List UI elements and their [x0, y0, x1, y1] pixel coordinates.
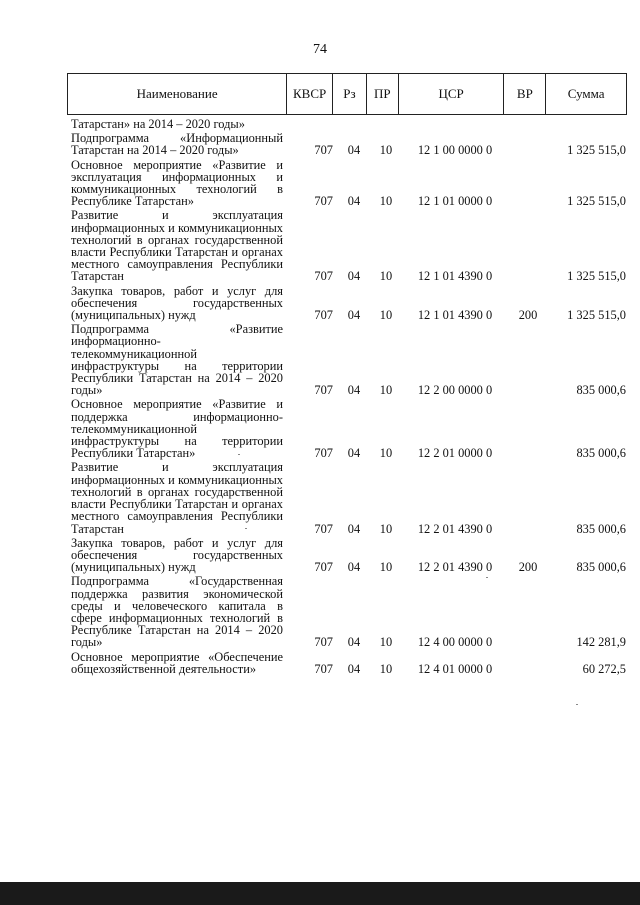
row-pr: 10 — [379, 194, 393, 209]
row-sum: 1 325 515,0 — [567, 194, 626, 209]
row-name: Основное мероприятие «Развитие и поддержка информационно-телекоммуникационной инфраструктуры на территории Республики Татарстан» — [71, 397, 283, 461]
row-name: Татарстан» на 2014 – 2020 годы» — [71, 117, 245, 131]
row-sum: 1 325 515,0 — [567, 269, 626, 284]
row-pr: 10 — [379, 521, 393, 536]
row-sum: 835 000,6 — [576, 446, 626, 461]
header-sum: Сумма — [567, 86, 605, 101]
row-sum: 835 000,6 — [576, 383, 626, 398]
row-name: Подпрограмма «Государственная поддержка развития экономической среды и человеческого капитала в сфере информационных технологий в Республике Татарстан на 2014 – 2020 годы» — [71, 574, 283, 650]
row-csr: 12 2 01 4390 0 — [417, 521, 493, 536]
row-rz: 04 — [347, 661, 361, 676]
row-sum: 835 000,6 — [576, 521, 626, 536]
page-number: 74 — [313, 42, 327, 57]
table-row — [71, 323, 626, 396]
row-pr: 10 — [379, 635, 393, 650]
table-row — [71, 118, 626, 130]
row-sum: 1 325 515,0 — [567, 143, 626, 158]
row-rz: 04 — [347, 194, 361, 209]
scan-speck — [238, 454, 240, 455]
table-row — [71, 651, 626, 675]
row-kvsr: 707 — [314, 635, 333, 650]
table-row — [71, 285, 626, 322]
header-pr: ПР — [367, 74, 399, 114]
row-kvsr: 707 — [314, 269, 333, 284]
row-kvsr: 707 — [314, 308, 333, 323]
row-sum: 60 272,5 — [582, 661, 626, 676]
row-kvsr: 707 — [314, 194, 333, 209]
row-name: Развитие и эксплуатация информационных и коммуникационных технологий в органах государственной власти Республики Татарстан и органах местного самоуправления Республики Татарстан — [71, 460, 283, 536]
row-kvsr: 707 — [314, 560, 333, 575]
row-csr: 12 2 01 0000 0 — [417, 446, 493, 461]
row-rz: 04 — [347, 560, 361, 575]
row-csr: 12 1 00 0000 0 — [417, 143, 493, 158]
scan-speck — [576, 704, 578, 705]
row-csr: 12 1 01 4390 0 — [417, 308, 493, 323]
row-name: Подпрограмма «Развитие информационно-телекоммуникационной инфраструктуры на территории Республики Татарстан на 2014 – 2020 годы» — [71, 322, 283, 398]
row-rz: 04 — [347, 143, 361, 158]
scan-speck — [245, 528, 247, 529]
header-rz: Рз — [333, 74, 367, 114]
row-csr: 12 4 00 0000 0 — [417, 635, 493, 650]
row-kvsr: 707 — [314, 661, 333, 676]
row-name: Закупка товаров, работ и услуг для обеспечения государственных (муниципальных) нужд — [71, 283, 283, 323]
row-pr: 10 — [379, 661, 393, 676]
budget-table-body — [71, 118, 626, 677]
row-csr: 12 2 00 0000 0 — [417, 383, 493, 398]
row-name: Основное мероприятие «Развитие и эксплуатация информационных и коммуникационных технологий в Республике Татарстан» — [71, 157, 283, 209]
row-sum: 835 000,6 — [576, 560, 626, 575]
table-row — [71, 159, 626, 208]
row-rz: 04 — [347, 383, 361, 398]
row-rz: 04 — [347, 635, 361, 650]
row-pr: 10 — [379, 143, 393, 158]
table-row — [71, 461, 626, 534]
header-csr: ЦСР — [399, 74, 505, 114]
row-rz: 04 — [347, 446, 361, 461]
row-pr: 10 — [379, 308, 393, 323]
row-rz: 04 — [347, 521, 361, 536]
row-name: Закупка товаров, работ и услуг для обеспечения государственных (муниципальных) нужд — [71, 535, 283, 575]
row-pr: 10 — [379, 560, 393, 575]
header-vr: ВР — [504, 74, 546, 114]
scan-edge-bar — [0, 882, 640, 905]
row-vr: 200 — [518, 308, 538, 323]
row-name: Подпрограмма «Информационный Татарстан на 2014 – 2020 годы» — [71, 131, 283, 158]
table-row — [71, 398, 626, 459]
table-header — [67, 73, 627, 115]
row-name: Основное мероприятие «Обеспечение общехозяйственной деятельности» — [71, 649, 283, 676]
row-sum: 1 325 515,0 — [567, 308, 626, 323]
row-pr: 10 — [379, 269, 393, 284]
table-row — [71, 537, 626, 574]
row-kvsr: 707 — [314, 446, 333, 461]
table-row — [71, 209, 626, 282]
row-kvsr: 707 — [314, 143, 333, 158]
row-vr: 200 — [518, 560, 538, 575]
row-rz: 04 — [347, 269, 361, 284]
row-csr: 12 2 01 4390 0 — [417, 560, 493, 575]
header-name: Наименование — [68, 74, 287, 114]
row-name: Развитие и эксплуатация информационных и коммуникационных технологий в органах государственной власти Республики Татарстан и органах местного самоуправления Республики Татарстан — [71, 208, 283, 284]
row-pr: 10 — [379, 383, 393, 398]
row-rz: 04 — [347, 308, 361, 323]
row-kvsr: 707 — [314, 521, 333, 536]
row-sum: 142 281,9 — [576, 635, 626, 650]
table-row — [71, 575, 626, 648]
row-csr: 12 4 01 0000 0 — [417, 661, 493, 676]
row-csr: 12 1 01 0000 0 — [417, 194, 493, 209]
row-csr: 12 1 01 4390 0 — [417, 269, 493, 284]
row-pr: 10 — [379, 446, 393, 461]
table-row — [71, 132, 626, 156]
row-kvsr: 707 — [314, 383, 333, 398]
scan-speck — [486, 577, 488, 578]
header-kvsr: КВСР — [287, 74, 333, 114]
